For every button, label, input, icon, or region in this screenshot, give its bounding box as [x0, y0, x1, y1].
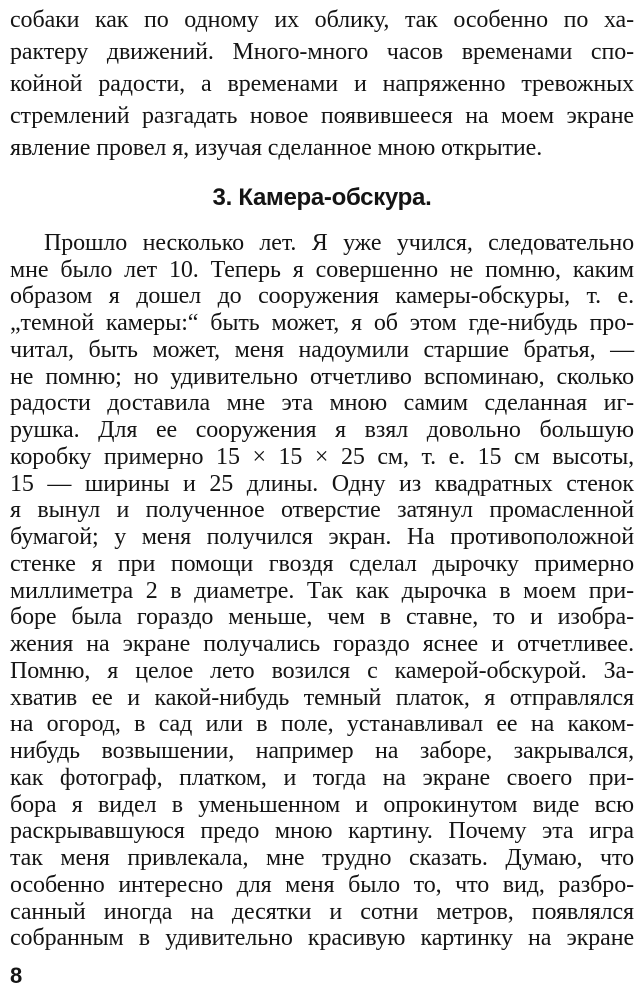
text-line: Помню, я целое лето возился с камерой-обскурой. За- — [10, 657, 634, 684]
text-line: радости доставила мне эта мною самим сделанная иг- — [10, 390, 634, 417]
text-line: бумагой; у меня получился экран. На противоположной — [10, 524, 634, 551]
text-line: койной радости, а временами и напряженно тревожных — [10, 71, 634, 97]
text-line: санный иногда на десятки и сотни метров, появлялся — [10, 898, 634, 925]
text-line: „темной камеры:“ быть может, я об этом где-нибудь про- — [10, 310, 634, 337]
text-line: рактеру движений. Много-много часов временами спо- — [10, 39, 634, 65]
text-line: не помню; но удивительно отчетливо вспоминаю, сколько — [10, 363, 634, 390]
text-line: стремлений разгадать новое появившееся на моем экране — [10, 103, 634, 129]
text-line: образом я дошел до сооружения камеры-обскуры, т. е. — [10, 283, 634, 310]
section-heading: 3. Камера-обскура. — [212, 184, 432, 211]
text-line: нибудь возвышении, например на заборе, закрывался, — [10, 738, 634, 765]
text-line: Прошло несколько лет. Я уже учился, следовательно — [44, 230, 634, 256]
text-line: явление провел я, изучая сделанное мною открытие. — [10, 135, 543, 161]
text-line: бора я видел в уменьшенном и опрокинутом виде всю — [10, 791, 634, 818]
text-line: особенно интересно для меня было то, что вид, разбро- — [10, 871, 634, 898]
text-line: боре была гораздо меньше, чем в ставне, то и изобра- — [10, 604, 634, 631]
text-line: жения на экране получались гораздо яснее и отчетливее. — [10, 631, 634, 658]
text-line: хватив ее и какой-нибудь темный платок, я отправлялся — [10, 684, 634, 711]
text-line: собаки как по одному их облику, так особенно по ха- — [10, 7, 634, 33]
text-line: читал, быть может, меня надоумили старшие братья, — — [10, 336, 634, 363]
text-line: мне было лет 10. Теперь я совершенно не помню, каким — [10, 256, 634, 283]
text-line: так меня привлекала, мне трудно сказать. Думаю, что — [10, 845, 634, 872]
text-line: миллиметра 2 в диаметре. Так как дырочка в моем при- — [10, 577, 634, 604]
text-line: собранным в удивительно красивую картинку на экране — [10, 925, 634, 952]
text-line: я вынул и полученное отверстие затянул промасленной — [10, 497, 634, 524]
text-line: стенке я при помощи гвоздя сделал дырочку примерно — [10, 550, 634, 577]
text-line: коробку примерно 15 × 15 × 25 см, т. е. 15 см высоты, — [10, 443, 634, 470]
page-number: 8 — [10, 963, 23, 988]
text-line: рушка. Для ее сооружения я взял довольно большую — [10, 417, 634, 444]
text-line: раскрывавшуюся предо мною картину. Почему эта игра — [10, 818, 634, 845]
text-line: 15 — ширины и 25 длины. Одну из квадратных стенок — [10, 470, 634, 497]
text-line: как фотограф, платком, и тогда на экране своего при- — [10, 764, 634, 791]
text-line: на огород, в сад или в поле, устанавливал ее на каком- — [10, 711, 634, 738]
